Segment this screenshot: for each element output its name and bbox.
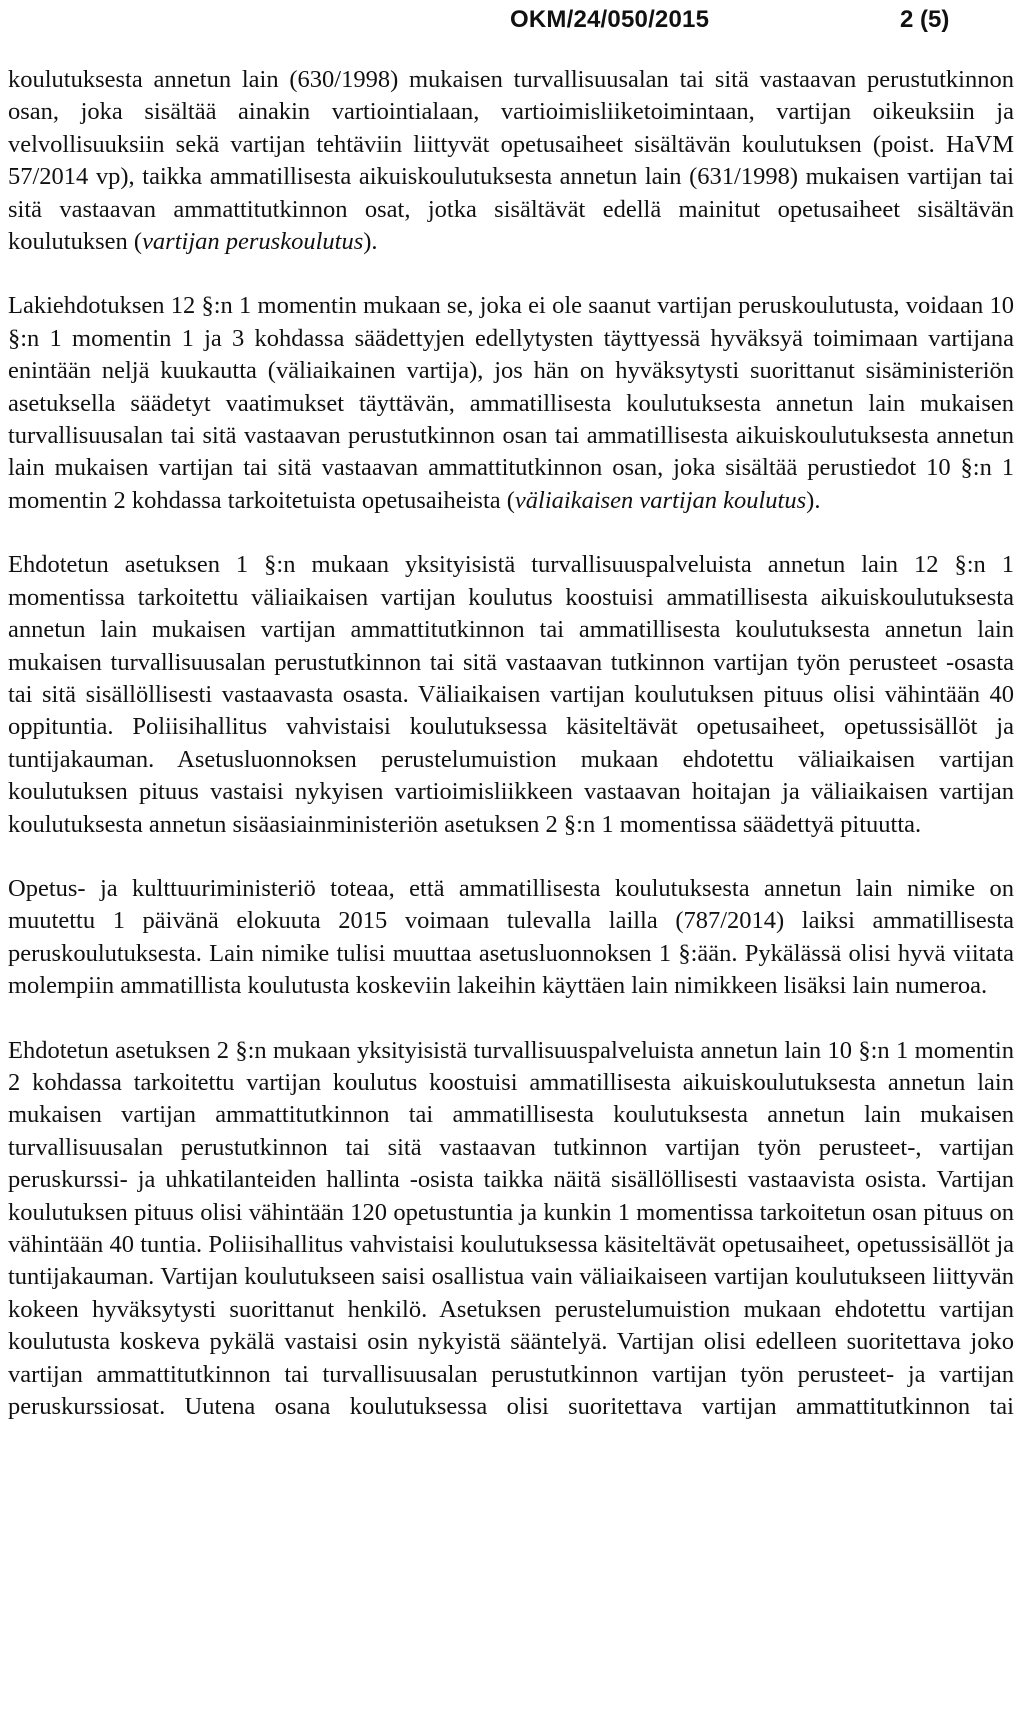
paragraph-1-tail: ). xyxy=(363,228,378,256)
paragraph-2-emphasis: väliaikaisen vartijan koulutus xyxy=(514,486,807,514)
paragraph-2 xyxy=(8,290,1014,517)
paragraph-4-text: Opetus- ja kulttuuriministeriö toteaa, että ammatillisesta koulutuksesta annetun lain nimike on muutettu 1 päivänä elokuuta 2015 voimaan tulevalla lailla (787/2014) laiksi ammatillisesta peruskoulutuksesta. Lain nimike tulisi muuttaa asetusluonnoksen 1 §:ään. Pykälässä olisi hyvä viitata molempiin ammatillista koulutusta koskeviin lakeihin käyttäen lain nimikkeen lisäksi lain numeroa. xyxy=(8,874,1014,1000)
paragraph-1-text: koulutuksesta annetun lain (630/1998) mukaisen turvallisuusalan tai sitä vastaavan perustutkinnon osan, joka sisältää ainakin vartiointialaan, vartioimisliiketoimintaan, vartijan oikeuksiin ja velvollisuuksiin sekä vartijan tehtäviin liittyvät opetusaiheet sisältävän koulutuksen (poist. HaVM 57/2014 vp), taikka ammatillisesta aikuiskoulutuksesta annetun lain (631/1998) mukaisen vartijan tai sitä vastaavan ammattitutkinnon osat, jotka sisältävät edellä mainitut opetusaiheet sisältävän koulutuksen ( xyxy=(8,66,1014,256)
page-header xyxy=(0,2,1024,42)
document-body xyxy=(8,64,1014,1423)
paragraph-1-emphasis: vartijan peruskoulutus xyxy=(142,228,364,256)
document-id: OKM/24/050/2015 xyxy=(510,6,710,33)
page-number: 2 (5) xyxy=(900,6,950,33)
paragraph-5 xyxy=(8,1035,1014,1424)
paragraph-3-text: Ehdotetun asetuksen 1 §:n mukaan yksityisistä turvallisuuspalveluista annetun lain 12 §:n 1 momentissa tarkoitettu väliaikaisen vartijan koulutus koostuisi ammatillisesta aikuiskoulutuksesta annetun lain mukaisen vartijan ammattitutkinnon tai ammatillisesta koulutuksesta annetun lain mukaisen turvallisuusalan perustutkinnon tai sitä vastaavan tutkinnon vartijan työn perusteet -osasta tai sitä sisällöllisesti vastaavasta osasta. Väliaikaisen vartijan koulutuksen pituus olisi vähintään 40 oppituntia. Poliisihallitus vahvistaisi koulutuksessa käsiteltävät opetusaiheet, opetussisällöt ja tuntijakauman. Asetusluonnoksen perustelumuistion mukaan ehdotettu väliaikaisen vartijan koulutuksen pituus vastaisi nykyisen vartioimisliikkeen vastaavan hoitajan ja väliaikaisen vartijan koulutuksesta annetun sisäasiainministeriön asetuksen 2 §:n 1 momentissa säädettyä pituutta. xyxy=(8,551,1014,838)
paragraph-4 xyxy=(8,873,1014,1003)
paragraph-1 xyxy=(8,64,1014,258)
paragraph-2-tail: ). xyxy=(806,486,821,514)
paragraph-2-text: Lakiehdotuksen 12 §:n 1 momentin mukaan se, joka ei ole saanut vartijan peruskoulutusta, voidaan 10 §:n 1 momentin 1 ja 3 kohdassa säädettyjen edellytysten täyttyessä hyväksyä toimimaan vartijana enintään neljä kuukautta (väliaikainen vartija), jos hän on hyväksytysti suorittanut sisäministeriön asetuksella säädetyt vaatimukset täyttävän, ammatillisesta koulutuksesta annetun lain mukaisen turvallisuusalan tai sitä vastaavan perustutkinnon osan tai ammatillisesta aikuiskoulutuksesta annetun lain mukaisen vartijan tai sitä vastaavan ammattitutkinnon osan, joka sisältää perustiedot 10 §:n 1 momentin 2 kohdassa tarkoitetuista opetusaiheista ( xyxy=(8,292,1014,514)
paragraph-5-text: Ehdotetun asetuksen 2 §:n mukaan yksityisistä turvallisuuspalveluista annetun lain 10 §:n 1 momentin 2 kohdassa tarkoitettu vartijan koulutus koostuisi ammatillisesta aikuiskoulutuksesta annetun lain mukaisen vartijan ammattitutkinnon tai ammatillisesta koulutuksesta annetun lain mukaisen turvallisuusalan perustutkinnon tai sitä vastaavan tutkinnon vartijan työn perusteet-, vartijan peruskurssi- ja uhkatilanteiden hallinta -osista taikka näitä sisällöllisesti vastaavista osista. Vartijan koulutuksen pituus olisi vähintään 120 opetustuntia ja kunkin 1 momentissa tarkoitetun osan pituus on vähintään 40 tuntia. Poliisihallitus vahvistaisi koulutuksessa käsiteltävät opetusaiheet, opetussisällöt ja tuntijakauman. Vartijan koulutukseen saisi osallistua vain väliaikaiseen vartijan koulutukseen liittyvän kokeen hyväksytysti suorittanut henkilö. Asetuksen perustelumuistion mukaan ehdotettu vartijan koulutusta koskeva pykälä vastaisi osin nykyistä sääntelyä. Vartijan olisi edelleen suoritettava joko vartijan ammattitutkinnon tai turvallisuusalan perustutkinnon vartijan työn perusteet- ja vartijan peruskurssiosat. Uutena osana koulutuksessa olisi suoritettava vartijan ammattitutkinnon tai xyxy=(8,1036,1014,1421)
paragraph-3 xyxy=(8,549,1014,841)
